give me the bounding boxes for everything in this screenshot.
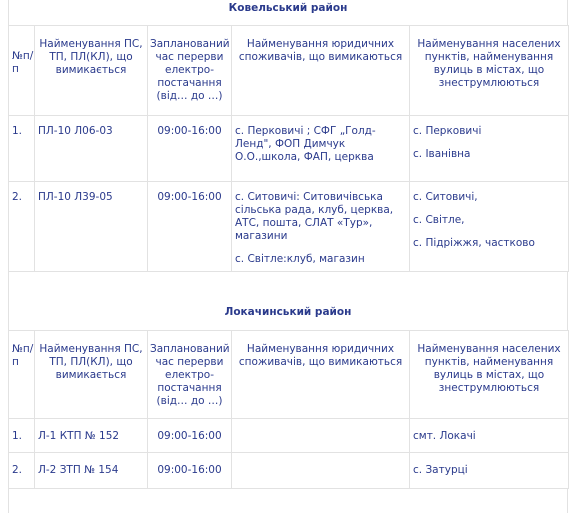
district-title-lokachi: Локачинський район [224, 306, 352, 318]
row-time: 09:00-16:00 [157, 464, 222, 476]
row-settlement: с. Затурці [413, 464, 468, 476]
row-object: Л-1 КТП № 152 [38, 430, 120, 442]
row-settlement: с. Ситовичі, [413, 191, 478, 203]
header-time: Запланований час перерви електро-постачання (від… до …) [150, 343, 230, 407]
row-settlement: с. Світле, [413, 214, 465, 226]
row-consumers-empty [232, 419, 410, 453]
row-object: ПЛ-10 Л39-05 [38, 191, 113, 203]
row-consumers: с. Ситовичі: Ситовичівська сільська рада, клуб, церква, АТС, пошта, СЛАТ «Тур», магазини [235, 191, 394, 242]
row-object: ПЛ-10 Л06-03 [38, 125, 113, 137]
header-consumers: Найменування юридичних споживачів, що вимикаються [238, 38, 403, 63]
outage-table-lokachi [8, 330, 569, 489]
table-header-row [9, 26, 569, 116]
district-title-kovel-row [8, 0, 568, 26]
header-consumers: Найменування юридичних споживачів, що вимикаються [238, 343, 403, 368]
row-consumers-empty [232, 453, 410, 489]
row-time: 09:00-16:00 [157, 191, 222, 203]
header-time: Запланований час перерви електро-постачання (від… до …) [150, 38, 230, 102]
row-settlement: смт. Локачі [413, 430, 476, 442]
table-row [9, 453, 569, 489]
header-num: №п/п [12, 50, 34, 75]
row-num: 2. [12, 464, 23, 476]
table-row [9, 182, 569, 272]
row-object: Л-2 ЗТП № 154 [38, 464, 119, 476]
row-time: 09:00-16:00 [157, 430, 222, 442]
row-consumers: с. Світле:клуб, магазин [235, 253, 365, 265]
header-object: Найменування ПС, ТП, ПЛ(КЛ), що вимикається [39, 38, 143, 76]
row-consumers: с. Перковичі ; СФГ „Голд-Ленд", ФОП Димчук О.О.,школа, ФАП, церква [235, 125, 376, 163]
header-num: №п/п [12, 343, 34, 368]
row-num: 1. [12, 430, 23, 442]
row-num: 2. [12, 191, 23, 203]
table-row [9, 116, 569, 182]
header-settlements: Найменування населених пунктів, найменування вулиць в містах, що знеструмлюються [417, 343, 561, 394]
row-settlement: с. Перковичі [413, 125, 482, 137]
table-row [9, 419, 569, 453]
header-settlements: Найменування населених пунктів, найменування вулиць в містах, що знеструмлюються [417, 38, 561, 89]
row-settlement: с. Підріжжя, частково [413, 237, 535, 249]
header-object: Найменування ПС, ТП, ПЛ(КЛ), що вимикається [39, 343, 143, 381]
outage-table-kovel [8, 25, 569, 272]
table-header-row [9, 331, 569, 419]
table-continuation [8, 488, 568, 513]
row-settlement: с. Іванівна [413, 148, 471, 160]
district-title-kovel: Ковельський район [228, 2, 348, 14]
row-time: 09:00-16:00 [157, 125, 222, 137]
row-num: 1. [12, 125, 23, 137]
district-title-lokachi-row [8, 272, 568, 331]
